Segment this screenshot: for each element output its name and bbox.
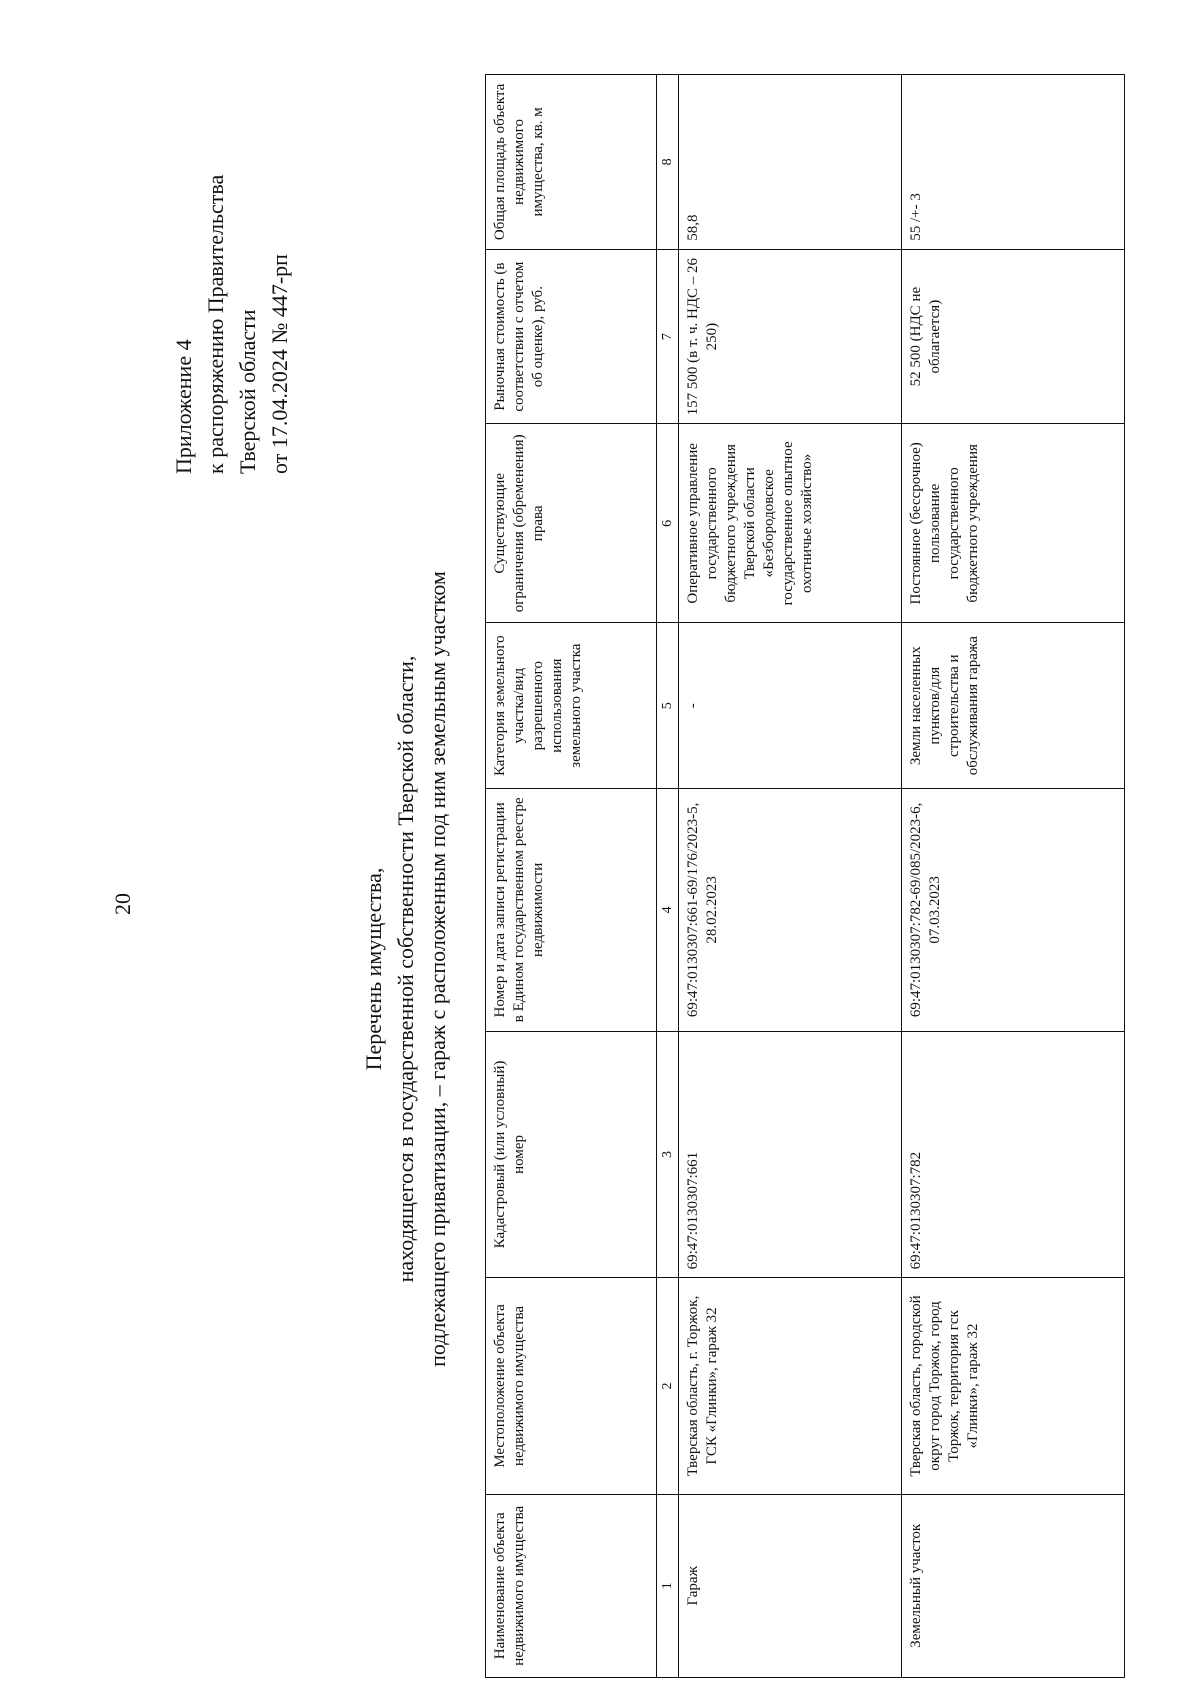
column-number: 5: [657, 623, 679, 789]
column-number: 8: [657, 75, 679, 250]
annex-date-number: от 17.04.2024 № 447-рп: [267, 254, 292, 474]
cell-total-area: 58,8: [679, 75, 902, 250]
column-number: 2: [657, 1278, 679, 1494]
cell-land-category: -: [679, 623, 902, 789]
cell-location: Тверская область, г. Торжок, ГСК «Глинки», гараж 32: [679, 1278, 902, 1494]
cell-location: Тверская область, городской округ город Торжок, город Торжок, территория гск «Глинки», гараж 32: [902, 1278, 1125, 1494]
table-header-row: [486, 75, 657, 1678]
cell-land-category: Земли населенных пунктов/для строительства и обслуживания гаража: [902, 623, 1125, 789]
cell-cadastral-number: 69:47:0130307:661: [679, 1031, 902, 1278]
header-location: Местоположение объекта недвижимого имущества: [486, 1278, 657, 1494]
heading-line-1: Перечень имущества,: [361, 867, 386, 1071]
cell-total-area: 55 /+- 3: [902, 75, 1125, 250]
header-total-area: Общая площадь объекта недвижимого имущества, кв. м: [486, 75, 657, 250]
header-encumbrances: Существующие ограничения (обременения) права: [486, 424, 657, 623]
heading-line-3: подлежащего приватизации, – гараж с расположенным под ним земельным участком: [425, 571, 450, 1367]
table-row-land-plot: [902, 75, 1125, 1678]
column-number: 7: [657, 249, 679, 424]
cell-encumbrances: Оперативное управление государственного бюджетного учреждения Тверской области «Безбородовское государственное опытное охотничье хозяйство»: [679, 424, 902, 623]
cell-registration-record: 69:47:0130307:782-69/085/2023-6, 07.03.2023: [902, 789, 1125, 1031]
column-number-row: [657, 75, 679, 1678]
cell-object-name: Гараж: [679, 1494, 902, 1677]
property-table: [485, 74, 1125, 1678]
document-heading: [358, 384, 454, 1554]
header-market-value: Рыночная стоимость (в соответствии с отчетом об оценке), руб.: [486, 249, 657, 424]
header-cadastral-number: Кадастровый (или условный) номер: [486, 1031, 657, 1278]
cell-object-name: Земельный участок: [902, 1494, 1125, 1677]
cell-market-value: 157 500 (в т. ч. НДС – 26 250): [679, 249, 902, 424]
annex-region: Тверской области: [235, 309, 260, 474]
column-number: 3: [657, 1031, 679, 1278]
column-number: 6: [657, 424, 679, 623]
column-number: 1: [657, 1494, 679, 1677]
header-object-name: Наименование объекта недвижимого имущества: [486, 1494, 657, 1677]
annex-title: Приложение 4: [171, 339, 196, 474]
cell-market-value: 52 500 (НДС не облагается): [902, 249, 1125, 424]
cell-registration-record: 69:47:0130307:661-69/176/2023-5, 28.02.2023: [679, 789, 902, 1031]
column-number: 4: [657, 789, 679, 1031]
header-land-category: Категория земельного участка/вид разрешенного использования земельного участка: [486, 623, 657, 789]
header-registration-record: Номер и дата записи регистрации в Едином государственном реестре недвижимости: [486, 789, 657, 1031]
cell-cadastral-number: 69:47:0130307:782: [902, 1031, 1125, 1278]
page-number: 20: [110, 893, 135, 915]
cell-encumbrances: Постоянное (бессрочное) пользование государственного бюджетного учреждения: [902, 424, 1125, 623]
heading-line-2: находящегося в государственной собственности Тверской области,: [393, 655, 418, 1283]
annex-reference: к распоряжению Правительства: [203, 174, 228, 474]
annex-block: [168, 14, 296, 474]
table-row-garage: [679, 75, 902, 1678]
